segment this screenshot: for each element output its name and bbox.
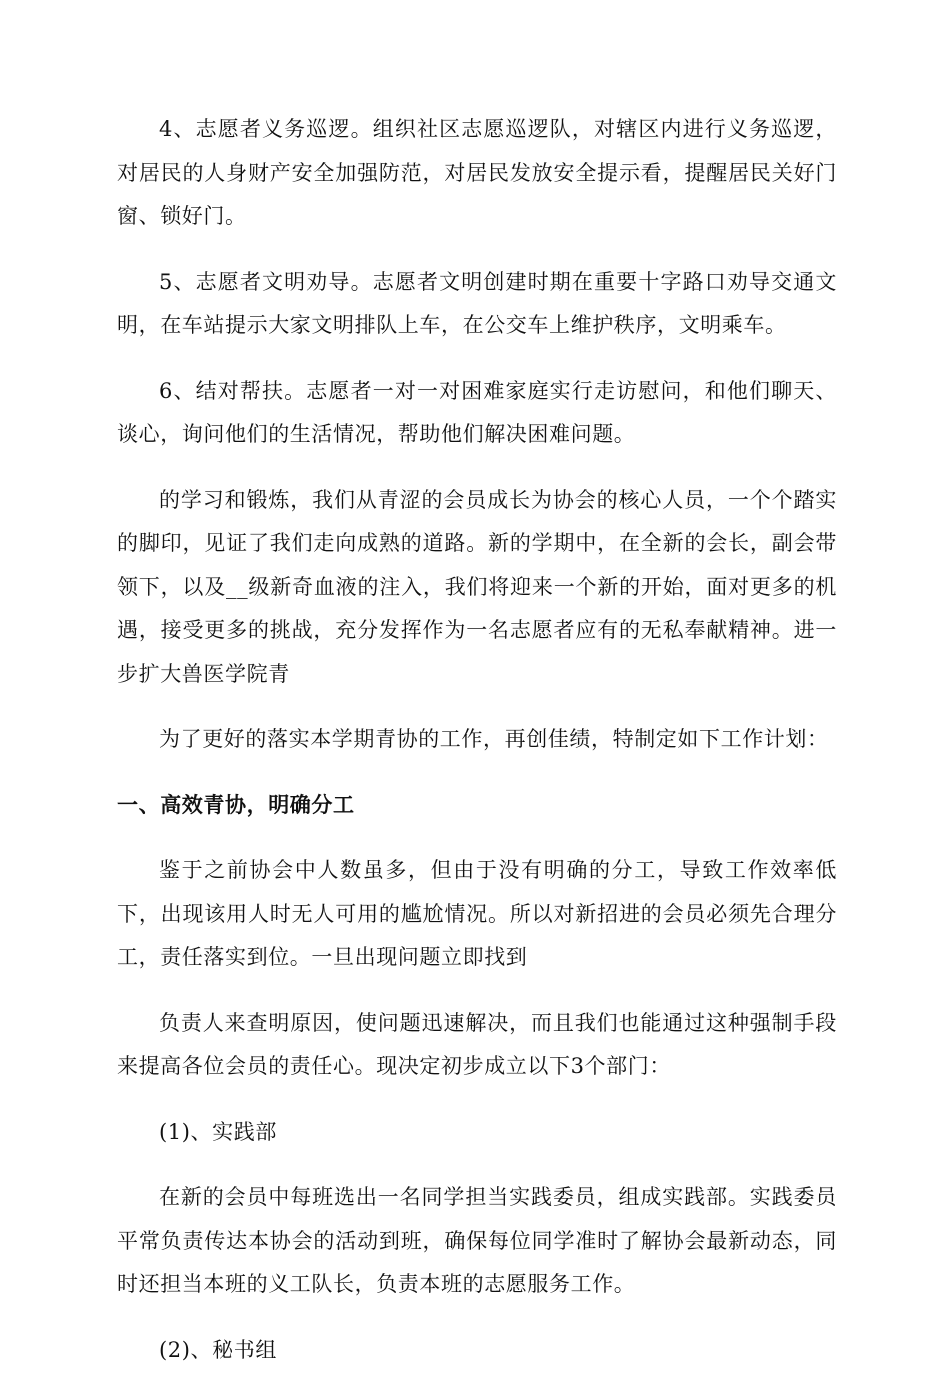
item-practice-dept: (1)、实践部 [159, 1119, 277, 1144]
paragraph-pairing: 6、结对帮扶。志愿者一对一对困难家庭实行走访慰问，和他们聊天、谈心，询问他们的生活情况，帮助他们解决困难问题。 [117, 378, 837, 446]
paragraph-practice-dept: 在新的会员中每班选出一名同学担当实践委员，组成实践部。实践委员平常负责传达本协会的活动到班，确保每位同学准时了解协会最新动态，同时还担当本班的义工队长，负责本班的志愿服务工作。 [117, 1185, 837, 1296]
paragraph-patrol: 4、志愿者义务巡逻。组织社区志愿巡逻队，对辖区内进行义务巡逻，对居民的人身财产安全加强防范，对居民发放安全提示看，提醒居民关好门窗、锁好门。 [117, 117, 837, 228]
paragraph-plan-intro: 为了更好的落实本学期青协的工作，再创佳绩，特制定如下工作计划： [159, 727, 829, 751]
item-secretary-group: (2)、秘书组 [159, 1337, 277, 1362]
document-page [117, 108, 837, 1394]
paragraph-division: 鉴于之前协会中人数虽多，但由于没有明确的分工，导致工作效率低下，出现该用人时无人可用的尴尬情况。所以对新招进的会员必须先合理分工，责任落实到位。一旦出现问题立即找到 [117, 858, 837, 969]
section-heading: 一、高效青协，明确分工 [117, 792, 355, 817]
paragraph-responsibility: 负责人来查明原因，使问题迅速解决，而且我们也能通过这种强制手段来提高各位会员的责任心。现决定初步成立以下3个部门： [117, 1010, 837, 1078]
paragraph-study: 的学习和锻炼，我们从青涩的会员成长为协会的核心人员，一个个踏实的脚印，见证了我们走向成熟的道路。新的学期中，在全新的会长，副会带领下，以及__级新奇血液的注入，我们将迎来一个新的开始，面对更多的机遇，接受更多的挑战，充分发挥作为一名志愿者应有的无私奉献精神。进一步扩大兽医学院青 [117, 487, 837, 686]
paragraph-civility: 5、志愿者文明劝导。志愿者文明创建时期在重要十字路口劝导交通文明，在车站提示大家文明排队上车，在公交车上维护秩序，文明乘车。 [117, 269, 837, 337]
